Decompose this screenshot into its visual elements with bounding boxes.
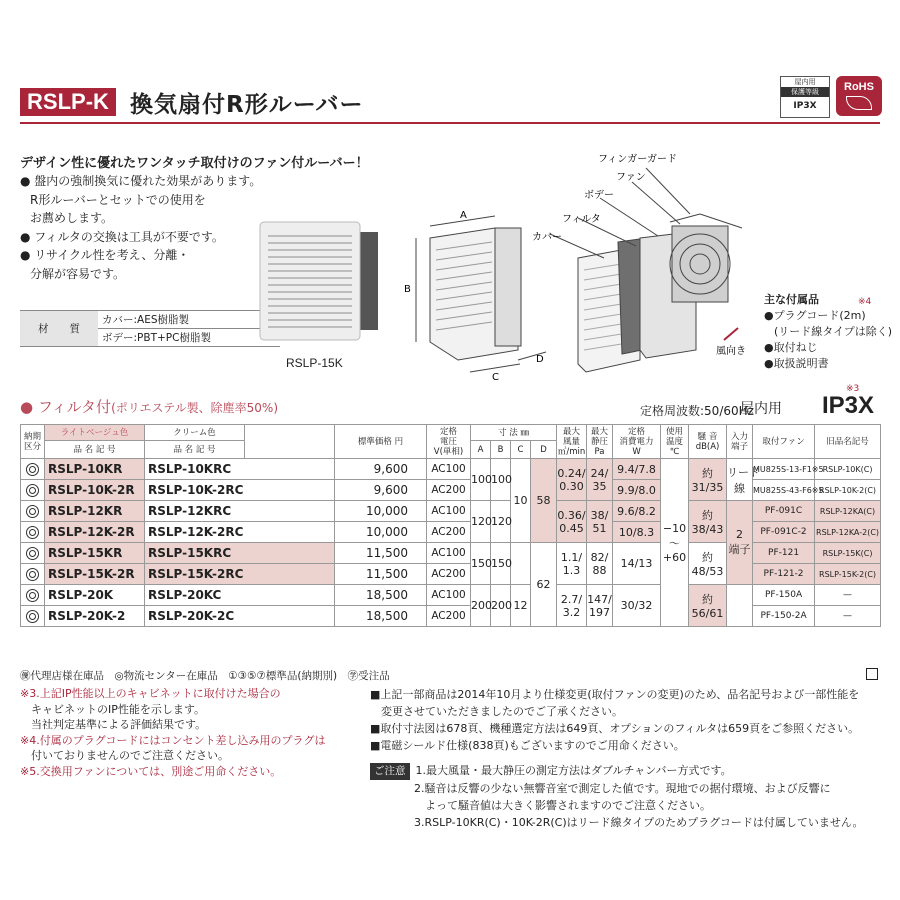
label-fan: ファン xyxy=(616,172,646,183)
col-dimensions: 寸 法 ㎜ xyxy=(471,425,557,441)
note-line: 変更させていただきましたのでご了承ください。 xyxy=(370,705,623,718)
noise: 約 31/35 xyxy=(689,459,727,501)
fan-model: PF-091C xyxy=(753,501,815,522)
stock-icon xyxy=(26,547,39,560)
col-power: 定格 消費電力 W xyxy=(613,425,661,459)
table-row xyxy=(21,459,881,480)
max-pressure: 147/ 197 xyxy=(587,585,613,627)
material-body: ボデー:PBT+PC樹脂製 xyxy=(98,329,280,347)
model-cream: RSLP-10K-2RC xyxy=(145,480,335,501)
ip-rating: IP3X xyxy=(822,392,875,419)
voltage: AC100 xyxy=(427,543,471,564)
col-temp: 使用 温度 ℃ xyxy=(661,425,689,459)
price: 11,500 xyxy=(335,564,427,585)
fan-model: PF-121 xyxy=(753,543,815,564)
price: 10,000 xyxy=(335,522,427,543)
accessories-list xyxy=(764,292,892,372)
accessory-item: ●取扱説明書 xyxy=(764,357,829,370)
price: 18,500 xyxy=(335,585,427,606)
power: 30/32 xyxy=(613,585,661,627)
model-beige: RSLP-12KR xyxy=(45,501,145,522)
model-beige: RSLP-20K-2 xyxy=(45,606,145,627)
label-wind-direction: 風向き xyxy=(716,346,746,357)
caution-line: 3.RSLP-10KR(C)・10K-2R(C)はリード線タイプのためプラグコードは付属していません。 xyxy=(414,816,864,829)
price: 18,500 xyxy=(335,606,427,627)
filter-subtitle: (ポリエステル製、除塵率50%) xyxy=(111,401,279,415)
model-cream: RSLP-15K-2RC xyxy=(145,564,335,585)
col-noise: 騒 音 dB(A) xyxy=(689,425,727,459)
product-caption: RSLP-15K xyxy=(286,356,343,370)
col-name-beige: 品 名 記 号 xyxy=(45,441,145,459)
fan-model: PF-091C-2 xyxy=(753,522,815,543)
filter-title: ● フィルタ付 xyxy=(20,398,112,416)
col-dim-d: D xyxy=(531,441,557,459)
max-flow: 0.24/ 0.30 xyxy=(557,459,587,501)
voltage: AC100 xyxy=(427,501,471,522)
col-name-cream: 品 名 記 号 xyxy=(145,441,245,459)
old-code: RSLP-15K(C) xyxy=(815,543,881,564)
stock-icon xyxy=(26,463,39,476)
voltage: AC100 xyxy=(427,585,471,606)
model-cream: RSLP-12KRC xyxy=(145,501,335,522)
col-dim-a: A xyxy=(471,441,491,459)
footnote-line: 付いておりませんのでご注意ください。 xyxy=(20,749,229,762)
rated-frequency: 定格周波数:50/60Hz xyxy=(640,404,754,418)
price: 10,000 xyxy=(335,501,427,522)
price: 9,600 xyxy=(335,459,427,480)
bullet-line: 分解が容易です。 xyxy=(30,266,126,281)
accessories-title: 主な付属品 xyxy=(764,293,819,306)
col-beige: ライトベージュ色 xyxy=(45,425,145,441)
ip-note: ※3 xyxy=(846,384,860,394)
model-beige: RSLP-10K-2R xyxy=(45,480,145,501)
dim-b: 150 xyxy=(491,543,511,585)
dim-d: 62 xyxy=(531,543,557,627)
caution-line: 2.騒音は反響の少ない無響音室で測定した値です。現地での据付環境、および反響に xyxy=(414,782,831,795)
square-icon xyxy=(866,668,878,680)
power: 9.9/8.0 xyxy=(613,480,661,501)
note-line: ■上記一部商品は2014年10月より仕様変更(取付ファンの変更)のため、品名記号および一部性能を xyxy=(370,688,860,701)
rohs-badge xyxy=(836,76,882,116)
caution-line: よって騒音値は大きく影響されますのでご注意ください。 xyxy=(414,799,711,812)
exploded-diagram xyxy=(400,150,760,390)
info-notes xyxy=(370,686,859,754)
feature-bullets xyxy=(20,172,261,283)
terminal: 2 端子 xyxy=(727,501,753,585)
old-code: RSLP-10K-2(C) xyxy=(815,480,881,501)
price: 11,500 xyxy=(335,543,427,564)
material-table xyxy=(20,310,280,347)
old-code: RSLP-10K(C) xyxy=(815,459,881,480)
power: 9.6/8.2 xyxy=(613,501,661,522)
power: 10/8.3 xyxy=(613,522,661,543)
model-badge: RSLP-K xyxy=(20,88,116,116)
old-code: RSLP-12KA(C) xyxy=(815,501,881,522)
model-cream: RSLP-20KC xyxy=(145,585,335,606)
stock-icon xyxy=(26,484,39,497)
stock-icon xyxy=(26,589,39,602)
model-cream: RSLP-15KRC xyxy=(145,543,335,564)
accessory-item: ●プラグコード(2m) xyxy=(764,309,866,322)
dim-a: 120 xyxy=(471,501,491,543)
ip-rating-badge xyxy=(780,76,830,118)
model-cream: RSLP-10KRC xyxy=(145,459,335,480)
label-finger-guard: フィンガーガード xyxy=(598,154,677,165)
page-title: 換気扇付R形ルーバー xyxy=(130,92,364,118)
bullet-line: ● リサイクル性を考え、分離・ xyxy=(20,248,190,262)
dim-label-b: B xyxy=(404,284,411,295)
fan-model: MU825S-43-F6※5 xyxy=(753,480,815,501)
col-dim-c: C xyxy=(511,441,531,459)
voltage: AC200 xyxy=(427,564,471,585)
old-code: RSLP-12KA-2(C) xyxy=(815,522,881,543)
dim-c: 12 xyxy=(511,585,531,627)
accessory-item: (リード線タイプは除く) xyxy=(774,325,893,338)
dim-b: 120 xyxy=(491,501,511,543)
product-photo xyxy=(256,218,386,348)
col-flow: 最大 風量 ㎥/min xyxy=(557,426,586,457)
model-beige: RSLP-12K-2R xyxy=(45,522,145,543)
voltage: AC200 xyxy=(427,522,471,543)
dim-a: 150 xyxy=(471,543,491,585)
note-line: ■取付寸法図は678頁、機種選定方法は649頁、オプションのフィルタは659頁をご参照ください。 xyxy=(370,722,860,735)
noise: 約 56/61 xyxy=(689,585,727,627)
stock-icon xyxy=(26,610,39,623)
label-filter: フィルタ xyxy=(562,214,601,225)
ip-badge-line3: IP3X xyxy=(793,101,817,111)
max-pressure: 82/ 88 xyxy=(587,543,613,585)
dim-a: 200 xyxy=(471,585,491,627)
voltage: AC200 xyxy=(427,480,471,501)
material-label: 材 質 xyxy=(20,311,98,347)
model-cream: RSLP-12K-2RC xyxy=(145,522,335,543)
fan-model: PF-150-2A xyxy=(753,606,815,627)
noise: 約 48/53 xyxy=(689,543,727,585)
col-fan: 取付ファン xyxy=(753,425,815,459)
max-flow: 0.36/ 0.45 xyxy=(557,501,587,543)
old-code: — xyxy=(815,585,881,606)
header-divider xyxy=(20,122,880,124)
noise: 約 38/43 xyxy=(689,501,727,543)
model-beige: RSLP-15KR xyxy=(45,543,145,564)
voltage: AC100 xyxy=(427,459,471,480)
fan-model: PF-121-2 xyxy=(753,564,815,585)
accessories-note: ※4 xyxy=(858,297,872,307)
bullet-line: ● 盤内の強制換気に優れた効果があります。 xyxy=(20,174,262,188)
power: 14/13 xyxy=(613,543,661,585)
temperature: −10 ～ +60 xyxy=(661,459,689,627)
old-code: RSLP-15K-2(C) xyxy=(815,564,881,585)
stock-icon xyxy=(26,568,39,581)
col-terminal: 入力 端子 xyxy=(727,425,753,459)
col-cream: クリーム色 xyxy=(145,425,245,441)
lead-text: デザイン性に優れたワンタッチ取付けのファン付ルーバー！ xyxy=(20,156,369,171)
dim-c: 10 xyxy=(511,459,531,543)
filter-heading xyxy=(20,396,278,417)
footnote-line: ※4.付属のプラグコードにはコンセント差し込み用のプラグは xyxy=(20,733,326,747)
leaf-icon xyxy=(846,96,872,110)
max-pressure: 38/ 51 xyxy=(587,501,613,543)
label-body: ボデー xyxy=(584,190,614,201)
table-row xyxy=(21,585,881,606)
dim-b: 200 xyxy=(491,585,511,627)
col-price: 標準価格 円 xyxy=(335,425,427,459)
terminal: リード 線 xyxy=(727,459,753,501)
bullet-line: R形ルーバーとセットでの使用を xyxy=(30,192,206,207)
footnote-line: 当社判定基準による評価結果です。 xyxy=(20,718,207,731)
footnotes xyxy=(20,686,326,779)
stock-legend: ㊝代理店様在庫品 ◎物流センター在庫品 ①③⑤⑦標準品(納期別) ㊫受注品 xyxy=(20,670,390,682)
dim-label-c: C xyxy=(492,372,499,383)
col-delivery: 納期 区分 xyxy=(21,425,45,459)
stock-icon xyxy=(26,505,39,518)
indoor-label: 屋内用 xyxy=(740,401,782,417)
material-cover: カバー:AES樹脂製 xyxy=(98,311,280,329)
dim-label-d: D xyxy=(536,354,544,365)
ip-badge-line2: 保護等級 xyxy=(781,87,829,97)
max-flow: 2.7/ 3.2 xyxy=(557,585,587,627)
col-dim-b: B xyxy=(491,441,511,459)
model-beige: RSLP-20K xyxy=(45,585,145,606)
dim-d: 58 xyxy=(531,459,557,543)
max-flow: 1.1/ 1.3 xyxy=(557,543,587,585)
col-voltage: 定格 電圧 V(単相) xyxy=(427,425,471,459)
power: 9.4/7.8 xyxy=(613,459,661,480)
ip-badge-line1: 屋内用 xyxy=(794,78,816,86)
table-row xyxy=(21,501,881,522)
old-code: — xyxy=(815,606,881,627)
footnote-line: キャビネットのIP性能を示します。 xyxy=(20,702,205,716)
spec-table xyxy=(20,424,881,627)
voltage: AC200 xyxy=(427,606,471,627)
footnote-line: ※3.上記IP性能以上のキャビネットに取付けた場合の xyxy=(20,687,281,700)
model-cream: RSLP-20K-2C xyxy=(145,606,335,627)
fan-model: MU825S-13-F1※5 xyxy=(753,459,815,480)
model-beige: RSLP-10KR xyxy=(45,459,145,480)
fan-model: PF-150A xyxy=(753,585,815,606)
label-cover: カバー xyxy=(532,232,562,243)
caution-notes xyxy=(370,762,864,831)
max-pressure: 24/ 35 xyxy=(587,459,613,501)
rohs-label: RoHS xyxy=(844,81,874,93)
accessory-item: ●取付ねじ xyxy=(764,341,818,354)
footnote-line: ※5.交換用ファンについては、別途ご用命ください。 xyxy=(20,764,282,778)
caution-tag: ご注意 xyxy=(370,763,410,780)
caution-line: ご注意 1.最大風量・最大静圧の測定方法はダブルチャンバー方式です。 xyxy=(370,762,864,780)
dim-a: 100 xyxy=(471,459,491,501)
col-pressure: 最大 静圧 Pa xyxy=(587,425,613,459)
dim-b: 100 xyxy=(491,459,511,501)
model-beige: RSLP-15K-2R xyxy=(45,564,145,585)
note-line: ■電磁シールド仕様(838頁)もございますのでご用命ください。 xyxy=(370,739,685,752)
col-old-code: 旧品名記号 xyxy=(815,425,881,459)
stock-icon xyxy=(26,526,39,539)
bullet-line: お薦めします。 xyxy=(30,211,114,225)
dim-label-a: A xyxy=(460,210,467,221)
bullet-line: ● フィルタの交換は工具が不要です。 xyxy=(20,229,224,244)
price: 9,600 xyxy=(335,480,427,501)
